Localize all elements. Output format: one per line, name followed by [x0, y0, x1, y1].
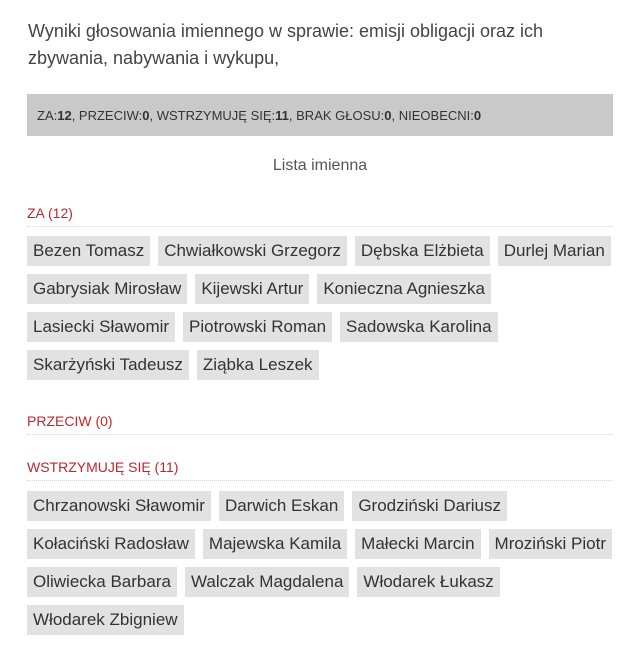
page-title: Wyniki głosowania imiennego w sprawie: emisji obligacji oraz ich zbywania, nabywania i wykupu,: [28, 21, 544, 68]
voter-name-chip: Włodarek Łukasz: [357, 567, 499, 597]
voter-name-chip: Skarżyński Tadeusz: [27, 350, 189, 380]
voter-name-chip: Włodarek Zbigniew: [27, 605, 184, 635]
group-heading-wstrzymuje: WSTRZYMUJĘ SIĘ (11): [27, 459, 613, 481]
group-heading-za: ZA (12): [27, 205, 613, 227]
group-za-names: [27, 236, 617, 380]
voter-name-chip: Chwiałkowski Grzegorz: [158, 236, 347, 266]
voter-name-chip: Oliwiecka Barbara: [27, 567, 177, 597]
summary-brak-label: , BRAK GŁOSU:: [288, 107, 385, 123]
voter-name-chip: Ziąbka Leszek: [197, 350, 319, 380]
group-heading-przeciw: PRZECIW (0): [27, 413, 613, 435]
voter-name-chip: Dębska Elżbieta: [355, 236, 490, 266]
voter-name-chip: Mroziński Piotr: [489, 529, 612, 559]
summary-brak-value: 0: [384, 107, 392, 123]
summary-za-label: ZA:: [37, 107, 58, 123]
voter-name-chip: Konieczna Agnieszka: [317, 274, 491, 304]
voter-name-chip: Gabrysiak Mirosław: [27, 274, 187, 304]
voter-name-chip: Darwich Eskan: [219, 491, 344, 521]
voter-name-chip: Piotrowski Roman: [183, 312, 332, 342]
summary-wstrzymuje-value: 11: [275, 107, 289, 123]
voter-name-chip: Grodziński Dariusz: [352, 491, 507, 521]
summary-nieobecni-value: 0: [473, 107, 482, 123]
summary-wstrzymuje-label: , WSTRZYMUJĘ SIĘ:: [149, 107, 276, 123]
summary-przeciw-label: , PRZECIW:: [71, 107, 143, 123]
list-heading: Lista imienna: [272, 157, 368, 174]
voter-name-chip: Kołaciński Radosław: [27, 529, 195, 559]
voter-name-chip: Majewska Kamila: [203, 529, 347, 559]
vote-summary-bar: [27, 94, 613, 136]
voter-name-chip: Sadowska Karolina: [340, 312, 498, 342]
voter-name-chip: Kijewski Artur: [195, 274, 309, 304]
summary-za-value: 12: [57, 107, 72, 123]
voter-name-chip: Lasiecki Sławomir: [27, 312, 175, 342]
group-wstrzymuje-names: [27, 491, 617, 635]
voter-name-chip: Małecki Marcin: [355, 529, 480, 559]
voter-name-chip: Durlej Marian: [498, 236, 611, 266]
summary-nieobecni-label: , NIEOBECNI:: [391, 107, 474, 123]
voter-name-chip: Walczak Magdalena: [185, 567, 349, 597]
voter-name-chip: Chrzanowski Sławomir: [27, 491, 211, 521]
summary-przeciw-value: 0: [142, 107, 150, 123]
voter-name-chip: Bezen Tomasz: [27, 236, 150, 266]
